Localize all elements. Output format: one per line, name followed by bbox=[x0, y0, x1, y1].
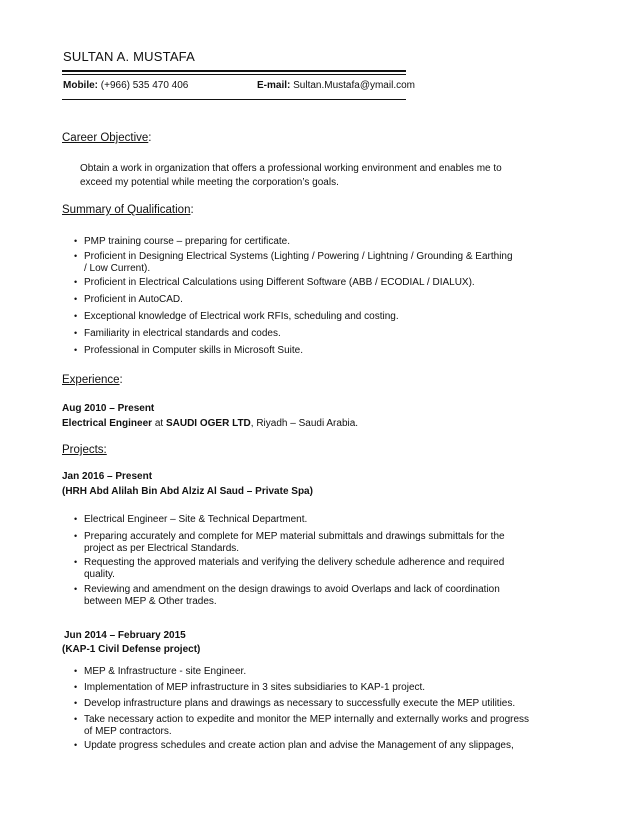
project-2-period: Jun 2014 – February 2015 bbox=[64, 630, 186, 641]
mobile-label: Mobile: bbox=[63, 80, 98, 91]
projects-heading: Projects: bbox=[62, 444, 107, 456]
career-objective-line-2: exceed my potential while meeting the corporation’s goals. bbox=[80, 177, 339, 188]
summary-heading: Summary of Qualification: bbox=[62, 204, 194, 216]
project-2-name: (KAP-1 Civil Defense project) bbox=[62, 644, 201, 655]
project-1-name: (HRH Abd Alilah Bin Abd Alziz Al Saud – Private Spa) bbox=[62, 486, 313, 497]
email-line bbox=[257, 80, 415, 91]
experience-heading: Experience: bbox=[62, 374, 123, 386]
experience-position: Electrical Engineer at SAUDI OGER LTD, Riyadh – Saudi Arabia. bbox=[62, 418, 359, 429]
project-1-period: Jan 2016 – Present bbox=[62, 471, 153, 482]
career-objective-line-1: Obtain a work in organization that offers a professional working environment and enables me to bbox=[80, 163, 502, 174]
career-objective-heading: Career Objective: bbox=[62, 132, 152, 144]
candidate-name: SULTAN A. MUSTAFA bbox=[63, 49, 195, 64]
header-rule-top-thick bbox=[62, 70, 406, 72]
header-rule-top-thin bbox=[62, 74, 406, 75]
experience-period: Aug 2010 – Present bbox=[62, 403, 155, 414]
resume-page: SULTAN A. MUSTAFA Mobile: (+966) 535 470 406 E-mail: Sultan.Mustafa@ymail.com Career Objective: Obtain a work in organization that offers a professional working environment and enables me to exceed my potential while meeting the corporation’s goals. Summary of Qualification: • PMP training course – preparing for certificate. • Proficient in Designing Electrical Systems (Lighting / Powering / Lightning / Grounding & Earthing / Low Current). • Proficient in Electrical Calculations using Different Software (ABB / ECODIAL / DIALUX). • Proficient in AutoCAD. • Exceptional knowledge of Electrical work RFIs, scheduling and costing. • Familiarity in electrical standards and codes. • Professional in Computer skills in Microsoft Suite. Experience: Aug 2010 – Present Electrical Engineer at SAUDI OGER LTD, Riyadh – Saudi Arabia. Projects: Jan 2016 – Present (HRH Abd Alilah Bin Abd Alziz Al Saud – Private Spa) • Electrical Engineer – Site & Technical Department. • Preparing accurately and complete for MEP material submittals and drawings submittals for the project as per Electrical Standards. • Requesting the approved materials and verifying the delivery schedule adherence and required quality. • Reviewing and amendment on the design drawings to avoid Overlaps and lack of coordination between MEP & Other trades. Jun 2014 – February 2015 (KAP-1 Civil Defense project) • MEP & Infrastructure - site Engineer. • Implementation of MEP infrastructure in 3 sites subsidiaries to KAP-1 project. • Develop infrastructure plans and drawings as necessary to successfully execute the MEP utilities. • Take necessary action to expedite and monitor the MEP internally and externally works and progress of MEP contractors. • Update progress schedules and create action plan and advise the Management of any slippages, bbox=[62, 49, 530, 751]
mobile-value: (+966) 535 470 406 bbox=[100, 80, 189, 91]
header-rule-bottom bbox=[62, 99, 406, 100]
mobile-line bbox=[63, 80, 188, 91]
email-label: E-mail: bbox=[257, 80, 291, 91]
email-value: Sultan.Mustafa@ymail.com bbox=[293, 80, 415, 91]
